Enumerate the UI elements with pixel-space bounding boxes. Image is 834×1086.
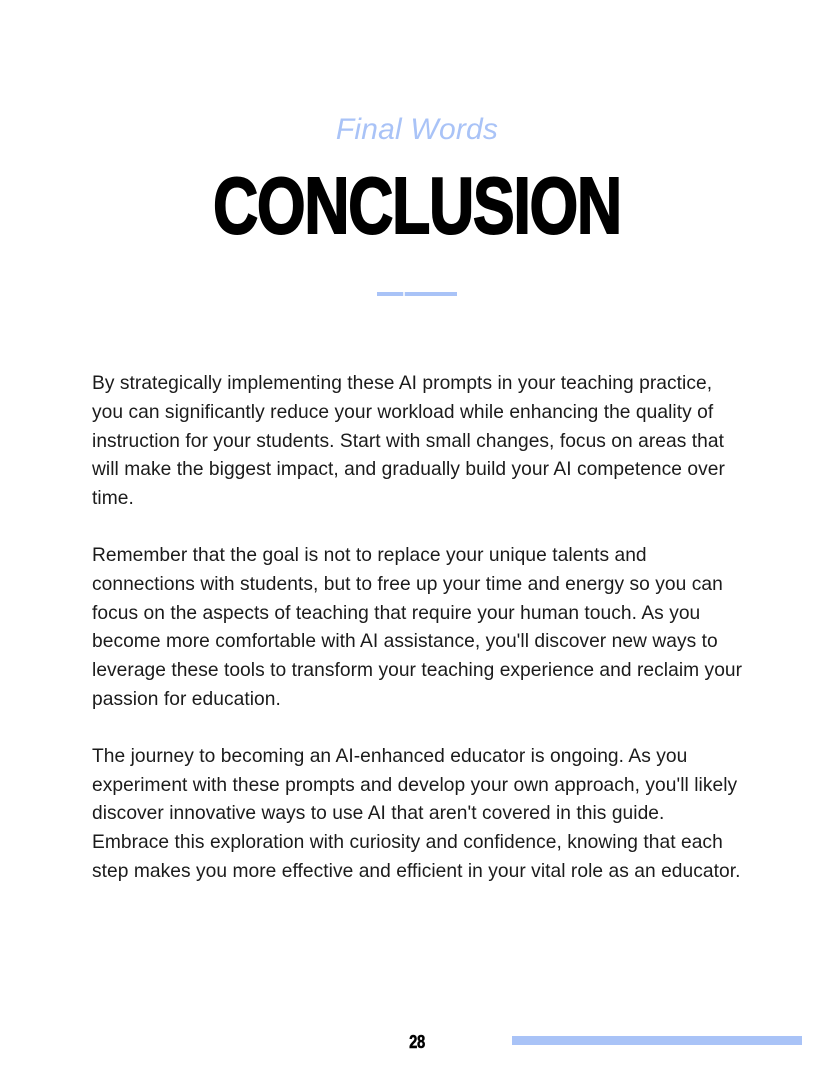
page-header [0, 112, 834, 250]
page-title: CONCLUSION [213, 161, 621, 250]
title-divider [377, 292, 457, 296]
page-footer [0, 1020, 834, 1086]
section-eyebrow: Final Words [335, 113, 499, 146]
body-paragraph: By strategically implementing these AI prompts in your teaching practice, you can significantly reduce your workload while enhancing the quality of instruction for your students. Start with small changes, focus on areas that will make the biggest impact, and gradually build your AI competence over time. [92, 373, 725, 510]
body-paragraph: The journey to becoming an AI-enhanced educator is ongoing. As you experiment with these prompts and develop your own approach, you'll likely discover innovative ways to use AI that aren't covered in this guide. Embrace this exploration with curiosity and confidence, knowing that each step makes you more effective and efficient in your vital role as an educator. [92, 745, 741, 882]
page-number: 28 [409, 1032, 425, 1052]
title-divider-wrapper [0, 292, 834, 296]
footer-accent-bar [512, 1036, 802, 1045]
body-paragraph: Remember that the goal is not to replace your unique talents and connections with students, but to free up your time and energy so you can focus on the aspects of teaching that require your human touch. As you become more comfortable with AI assistance, you'll discover new ways to leverage these tools to transform your teaching experience and reclaim your passion for education. [92, 544, 743, 710]
body-content [92, 370, 744, 887]
